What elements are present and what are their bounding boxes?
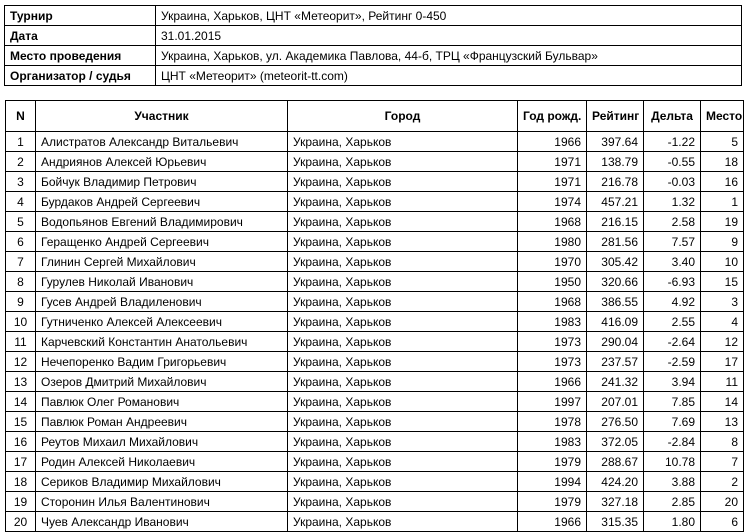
cell-birth-year: 1971 xyxy=(518,172,587,192)
cell-city: Украина, Харьков xyxy=(288,332,518,352)
table-row xyxy=(6,492,744,512)
cell-rating: 207.01 xyxy=(587,392,644,412)
cell-number: 3 xyxy=(6,172,36,192)
cell-delta: 2.55 xyxy=(644,312,701,332)
cell-participant: Гутниченко Алексей Алексеевич xyxy=(36,312,288,332)
cell-rating: 386.55 xyxy=(587,292,644,312)
table-row xyxy=(6,232,744,252)
cell-participant: Андриянов Алексей Юрьевич xyxy=(36,152,288,172)
cell-rating: 216.78 xyxy=(587,172,644,192)
cell-city: Украина, Харьков xyxy=(288,132,518,152)
table-row xyxy=(6,272,744,292)
cell-birth-year: 1973 xyxy=(518,332,587,352)
cell-city: Украина, Харьков xyxy=(288,512,518,532)
cell-rating: 457.21 xyxy=(587,192,644,212)
col-header-city: Город xyxy=(288,101,518,132)
cell-city: Украина, Харьков xyxy=(288,432,518,452)
table-row xyxy=(6,252,744,272)
cell-place: 6 xyxy=(701,512,744,532)
cell-place: 17 xyxy=(701,352,744,372)
cell-birth-year: 1978 xyxy=(518,412,587,432)
cell-participant: Чуев Александр Иванович xyxy=(36,512,288,532)
cell-city: Украина, Харьков xyxy=(288,292,518,312)
info-value: Украина, Харьков, ЦНТ «Метеорит», Рейтинг 0-450 xyxy=(156,6,742,26)
cell-city: Украина, Харьков xyxy=(288,392,518,412)
cell-number: 20 xyxy=(6,512,36,532)
table-row xyxy=(6,352,744,372)
table-row xyxy=(6,372,744,392)
cell-delta: -6.93 xyxy=(644,272,701,292)
tournament-info-body xyxy=(5,6,742,86)
cell-delta: 3.88 xyxy=(644,472,701,492)
table-row xyxy=(6,212,744,232)
cell-participant: Сериков Владимир Михайлович xyxy=(36,472,288,492)
cell-city: Украина, Харьков xyxy=(288,172,518,192)
cell-birth-year: 1974 xyxy=(518,192,587,212)
cell-place: 13 xyxy=(701,412,744,432)
info-value: ЦНТ «Метеорит» (meteorit-tt.com) xyxy=(156,66,742,86)
cell-delta: 3.40 xyxy=(644,252,701,272)
cell-birth-year: 1968 xyxy=(518,212,587,232)
cell-participant: Нечепоренко Вадим Григорьевич xyxy=(36,352,288,372)
cell-place: 5 xyxy=(701,132,744,152)
cell-place: 11 xyxy=(701,372,744,392)
cell-number: 9 xyxy=(6,292,36,312)
cell-place: 4 xyxy=(701,312,744,332)
table-row xyxy=(6,432,744,452)
cell-participant: Водопьянов Евгений Владимирович xyxy=(36,212,288,232)
cell-birth-year: 1950 xyxy=(518,272,587,292)
table-row xyxy=(6,512,744,532)
cell-participant: Карчевский Константин Анатольевич xyxy=(36,332,288,352)
cell-birth-year: 1966 xyxy=(518,372,587,392)
cell-city: Украина, Харьков xyxy=(288,352,518,372)
cell-birth-year: 1980 xyxy=(518,232,587,252)
cell-participant: Алистратов Александр Витальевич xyxy=(36,132,288,152)
cell-number: 17 xyxy=(6,452,36,472)
cell-number: 14 xyxy=(6,392,36,412)
cell-number: 15 xyxy=(6,412,36,432)
cell-rating: 424.20 xyxy=(587,472,644,492)
table-row xyxy=(6,152,744,172)
cell-delta: 1.80 xyxy=(644,512,701,532)
cell-participant: Бойчук Владимир Петрович xyxy=(36,172,288,192)
cell-birth-year: 1983 xyxy=(518,312,587,332)
cell-city: Украина, Харьков xyxy=(288,212,518,232)
cell-rating: 327.18 xyxy=(587,492,644,512)
cell-city: Украина, Харьков xyxy=(288,452,518,472)
cell-birth-year: 1966 xyxy=(518,132,587,152)
cell-rating: 281.56 xyxy=(587,232,644,252)
cell-participant: Гусев Андрей Владиленович xyxy=(36,292,288,312)
info-label: Турнир xyxy=(5,6,156,26)
cell-delta: 2.58 xyxy=(644,212,701,232)
col-header-delta: Дельта xyxy=(644,101,701,132)
cell-birth-year: 1968 xyxy=(518,292,587,312)
cell-birth-year: 1979 xyxy=(518,492,587,512)
cell-place: 20 xyxy=(701,492,744,512)
cell-birth-year: 1973 xyxy=(518,352,587,372)
col-header-participant: Участник xyxy=(36,101,288,132)
info-value: 31.01.2015 xyxy=(156,26,742,46)
info-row xyxy=(5,66,742,86)
results-table xyxy=(5,100,744,532)
info-label: Организатор / судья xyxy=(5,66,156,86)
cell-city: Украина, Харьков xyxy=(288,192,518,212)
table-row xyxy=(6,392,744,412)
cell-delta: -2.59 xyxy=(644,352,701,372)
cell-place: 7 xyxy=(701,452,744,472)
info-row xyxy=(5,6,742,26)
cell-birth-year: 1966 xyxy=(518,512,587,532)
cell-place: 3 xyxy=(701,292,744,312)
cell-city: Украина, Харьков xyxy=(288,412,518,432)
cell-place: 14 xyxy=(701,392,744,412)
cell-delta: -2.84 xyxy=(644,432,701,452)
cell-place: 2 xyxy=(701,472,744,492)
cell-delta: 3.94 xyxy=(644,372,701,392)
table-row xyxy=(6,172,744,192)
cell-number: 2 xyxy=(6,152,36,172)
cell-participant: Гурулев Николай Иванович xyxy=(36,272,288,292)
cell-participant: Геращенко Андрей Сергеевич xyxy=(36,232,288,252)
cell-participant: Глинин Сергей Михайлович xyxy=(36,252,288,272)
cell-city: Украина, Харьков xyxy=(288,232,518,252)
cell-number: 1 xyxy=(6,132,36,152)
table-row xyxy=(6,192,744,212)
cell-city: Украина, Харьков xyxy=(288,312,518,332)
cell-city: Украина, Харьков xyxy=(288,252,518,272)
cell-birth-year: 1979 xyxy=(518,452,587,472)
cell-place: 1 xyxy=(701,192,744,212)
cell-birth-year: 1983 xyxy=(518,432,587,452)
cell-birth-year: 1997 xyxy=(518,392,587,412)
col-header-place: Место xyxy=(701,101,744,132)
cell-rating: 315.35 xyxy=(587,512,644,532)
cell-birth-year: 1994 xyxy=(518,472,587,492)
cell-number: 10 xyxy=(6,312,36,332)
cell-place: 10 xyxy=(701,252,744,272)
info-value: Украина, Харьков, ул. Академика Павлова, 44-б, ТРЦ «Французский Бульвар» xyxy=(156,46,742,66)
cell-city: Украина, Харьков xyxy=(288,372,518,392)
cell-number: 5 xyxy=(6,212,36,232)
cell-place: 16 xyxy=(701,172,744,192)
cell-number: 8 xyxy=(6,272,36,292)
cell-participant: Павлюк Олег Романович xyxy=(36,392,288,412)
table-row xyxy=(6,452,744,472)
cell-rating: 397.64 xyxy=(587,132,644,152)
cell-rating: 241.32 xyxy=(587,372,644,392)
results-body xyxy=(6,132,744,532)
cell-participant: Родин Алексей Николаевич xyxy=(36,452,288,472)
cell-delta: -1.22 xyxy=(644,132,701,152)
cell-rating: 320.66 xyxy=(587,272,644,292)
cell-participant: Сторонин Илья Валентинович xyxy=(36,492,288,512)
cell-participant: Павлюк Роман Андреевич xyxy=(36,412,288,432)
cell-place: 12 xyxy=(701,332,744,352)
cell-delta: 2.85 xyxy=(644,492,701,512)
cell-number: 11 xyxy=(6,332,36,352)
cell-rating: 276.50 xyxy=(587,412,644,432)
cell-number: 6 xyxy=(6,232,36,252)
cell-delta: 4.92 xyxy=(644,292,701,312)
cell-birth-year: 1971 xyxy=(518,152,587,172)
results-header-row xyxy=(6,101,744,132)
cell-delta: 10.78 xyxy=(644,452,701,472)
cell-number: 19 xyxy=(6,492,36,512)
cell-number: 4 xyxy=(6,192,36,212)
col-header-rating: Рейтинг xyxy=(587,101,644,132)
cell-rating: 138.79 xyxy=(587,152,644,172)
cell-delta: 1.32 xyxy=(644,192,701,212)
cell-delta: -2.64 xyxy=(644,332,701,352)
col-header-number: N xyxy=(6,101,36,132)
cell-delta: 7.57 xyxy=(644,232,701,252)
cell-city: Украина, Харьков xyxy=(288,152,518,172)
table-row xyxy=(6,292,744,312)
cell-rating: 237.57 xyxy=(587,352,644,372)
info-row xyxy=(5,26,742,46)
cell-place: 8 xyxy=(701,432,744,452)
info-label: Дата xyxy=(5,26,156,46)
info-row xyxy=(5,46,742,66)
table-row xyxy=(6,332,744,352)
cell-place: 9 xyxy=(701,232,744,252)
cell-number: 13 xyxy=(6,372,36,392)
table-row xyxy=(6,472,744,492)
cell-place: 19 xyxy=(701,212,744,232)
cell-rating: 290.04 xyxy=(587,332,644,352)
cell-city: Украина, Харьков xyxy=(288,272,518,292)
cell-rating: 288.67 xyxy=(587,452,644,472)
cell-city: Украина, Харьков xyxy=(288,472,518,492)
cell-participant: Бурдаков Андрей Сергеевич xyxy=(36,192,288,212)
table-row xyxy=(6,412,744,432)
cell-rating: 216.15 xyxy=(587,212,644,232)
cell-number: 7 xyxy=(6,252,36,272)
cell-number: 18 xyxy=(6,472,36,492)
cell-number: 12 xyxy=(6,352,36,372)
cell-number: 16 xyxy=(6,432,36,452)
cell-delta: 7.69 xyxy=(644,412,701,432)
cell-birth-year: 1970 xyxy=(518,252,587,272)
cell-participant: Реутов Михаил Михайлович xyxy=(36,432,288,452)
cell-rating: 305.42 xyxy=(587,252,644,272)
info-label: Место проведения xyxy=(5,46,156,66)
cell-rating: 372.05 xyxy=(587,432,644,452)
cell-delta: -0.55 xyxy=(644,152,701,172)
cell-city: Украина, Харьков xyxy=(288,492,518,512)
table-row xyxy=(6,132,744,152)
cell-participant: Озеров Дмитрий Михайлович xyxy=(36,372,288,392)
tournament-info-table xyxy=(4,5,742,86)
cell-place: 15 xyxy=(701,272,744,292)
cell-rating: 416.09 xyxy=(587,312,644,332)
cell-place: 18 xyxy=(701,152,744,172)
col-header-birth-year: Год рожд. xyxy=(518,101,587,132)
cell-delta: -0.03 xyxy=(644,172,701,192)
cell-delta: 7.85 xyxy=(644,392,701,412)
table-row xyxy=(6,312,744,332)
